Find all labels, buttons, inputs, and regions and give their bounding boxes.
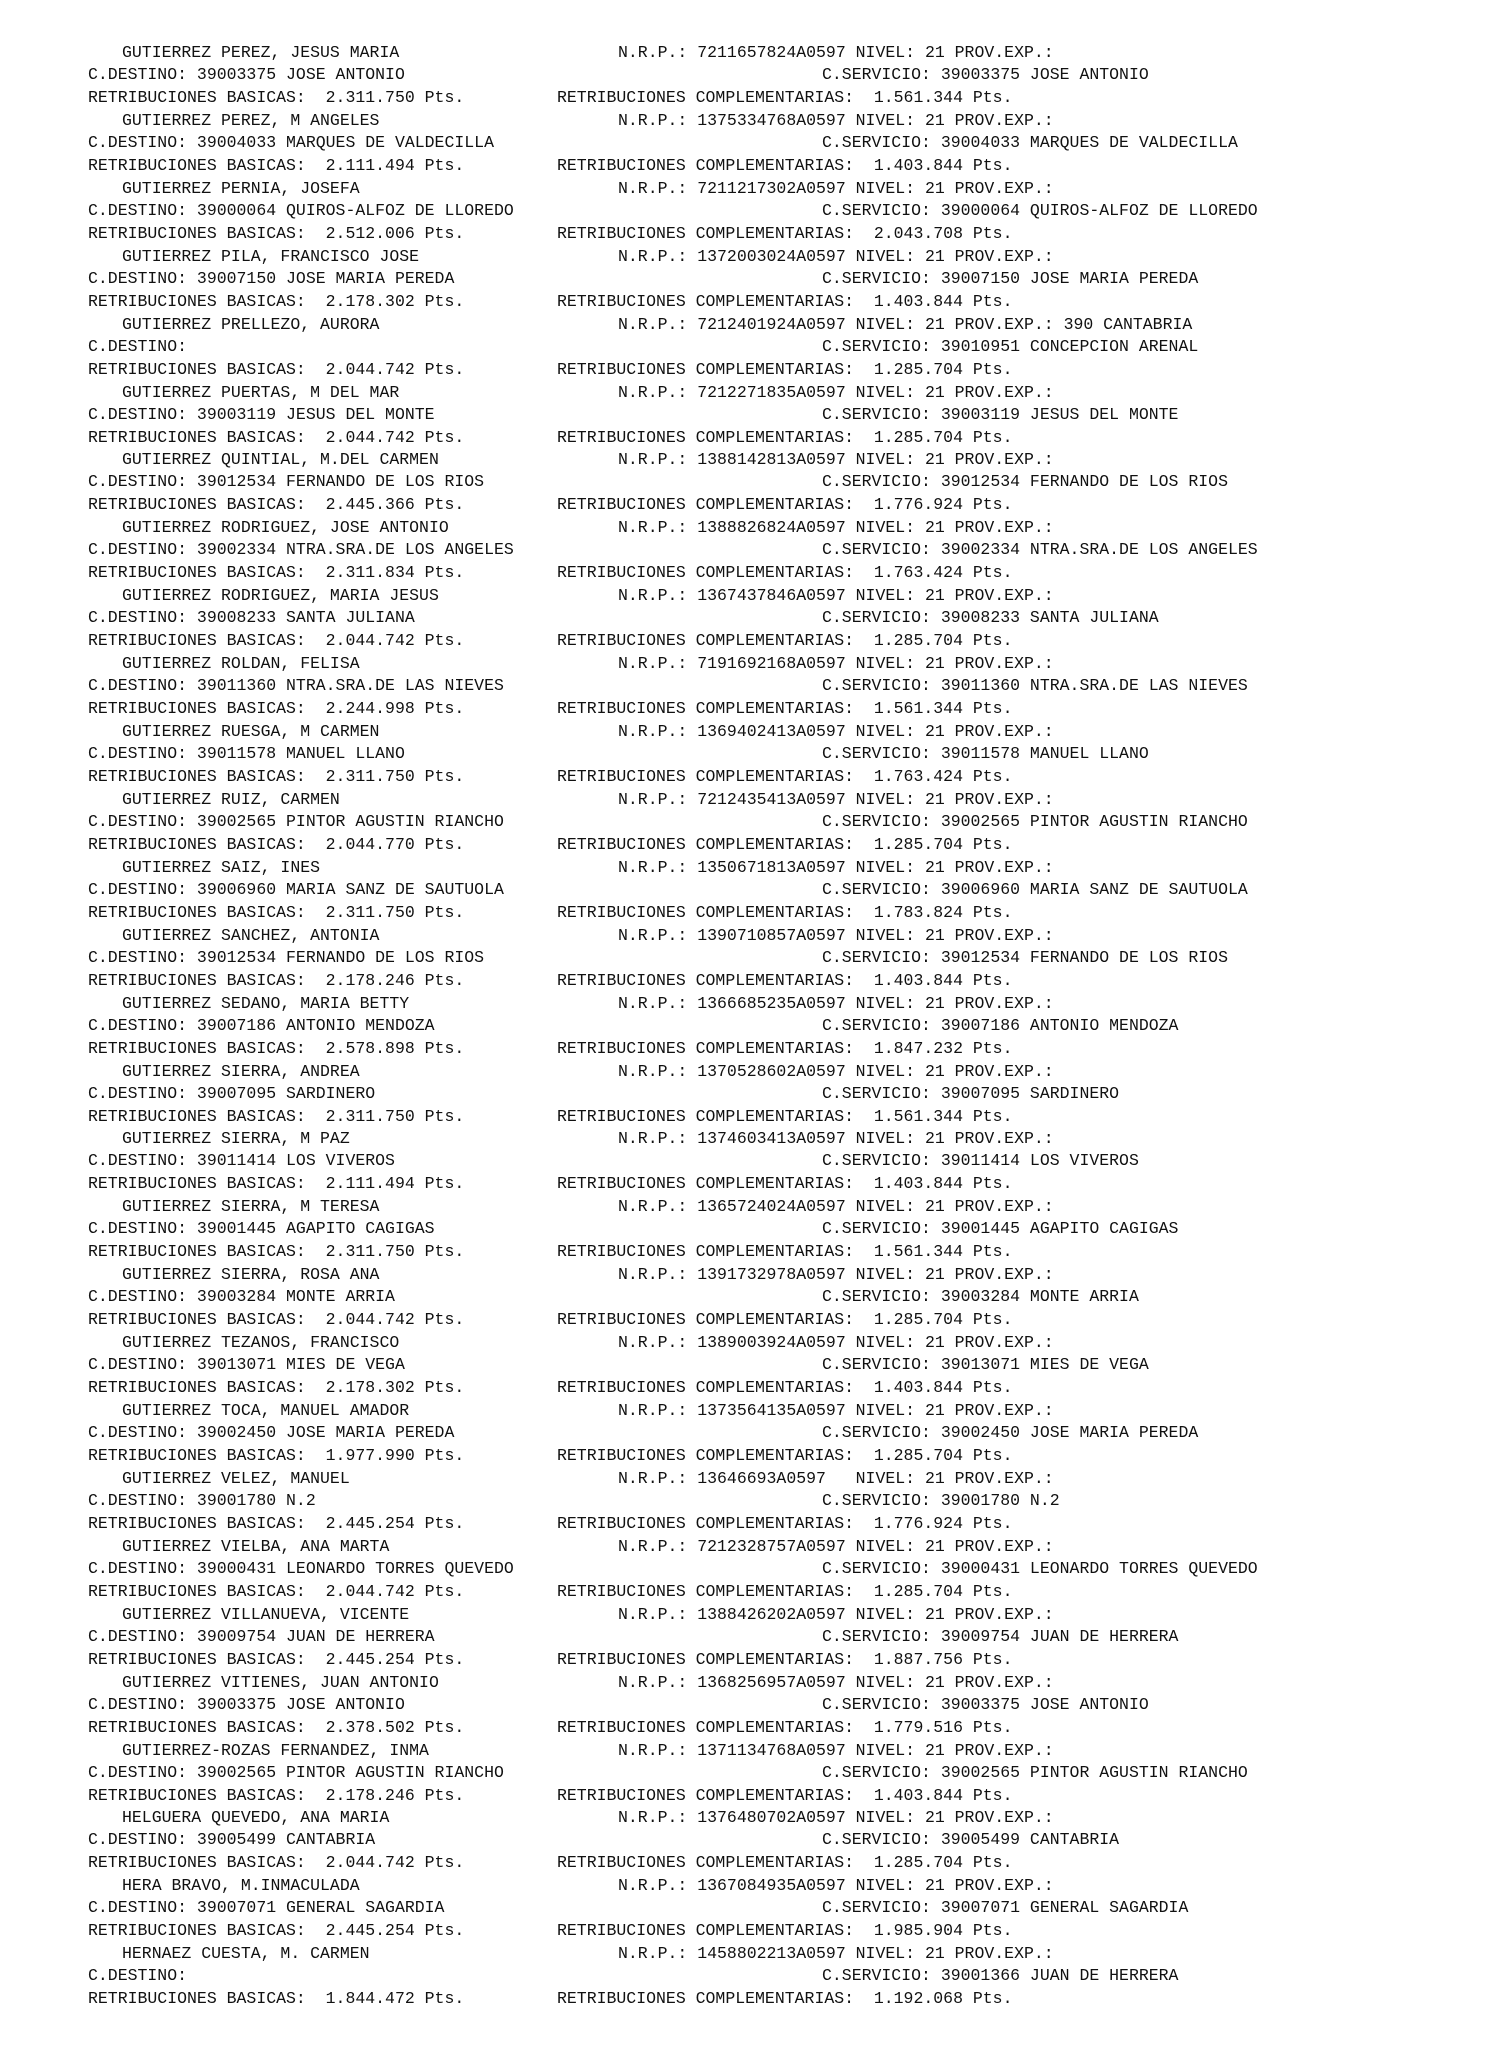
complementarias-line: RETRIBUCIONES COMPLEMENTARIAS: 1.403.844 Pts. [557,155,1013,175]
nrp-line: N.R.P.: 1458802213A0597 NIVEL: 21 PROV.EXP.: [618,1944,1054,1964]
complementarias-line: RETRIBUCIONES COMPLEMENTARIAS: 1.403.844 Pts. [557,970,1013,990]
nrp-line: N.R.P.: 1388142813A0597 NIVEL: 21 PROV.EXP.: [618,450,1054,470]
basicas-line: RETRIBUCIONES BASICAS: 2.445.254 Pts. [88,1649,465,1669]
employee-record [0,110,1504,178]
servicio-line: C.SERVICIO: 39008233 SANTA JULIANA [822,608,1159,628]
complementarias-line: RETRIBUCIONES COMPLEMENTARIAS: 1.285.704 Pts. [557,1446,1013,1465]
employee-name: GUTIERREZ RUIZ, CARMEN [122,789,340,809]
nrp-line: N.R.P.: 1371134768A0597 NIVEL: 21 PROV.EXP.: [618,1740,1054,1760]
nrp-line: N.R.P.: 1365724024A0597 NIVEL: 21 PROV.EXP.: [618,1197,1054,1217]
basicas-line: RETRIBUCIONES BASICAS: 2.244.998 Pts. [88,699,465,719]
employee-record [0,1740,1504,1808]
nrp-line: N.R.P.: 1375334768A0597 NIVEL: 21 PROV.EXP.: [618,110,1054,130]
basicas-line: RETRIBUCIONES BASICAS: 2.512.006 Pts. [88,223,465,243]
basicas-line: RETRIBUCIONES BASICAS: 2.044.742 Pts. [88,359,465,379]
destino-line: C.DESTINO: 39011578 MANUEL LLANO [88,744,405,763]
employee-name: GUTIERREZ RODRIGUEZ, JOSE ANTONIO [122,518,449,538]
employee-record [0,993,1504,1061]
basicas-line: RETRIBUCIONES BASICAS: 2.178.302 Pts. [88,291,465,311]
complementarias-line: RETRIBUCIONES COMPLEMENTARIAS: 1.403.844 Pts. [557,1785,1013,1805]
nrp-line: N.R.P.: 7212401924A0597 NIVEL: 21 PROV.EXP.: 390 CANTABRIA [618,314,1193,334]
nrp-line: N.R.P.: 1388426202A0597 NIVEL: 21 PROV.EXP.: [618,1604,1054,1624]
nrp-line: N.R.P.: 1389003924A0597 NIVEL: 21 PROV.EXP.: [618,1333,1054,1353]
employee-name: GUTIERREZ SANCHEZ, ANTONIA [122,925,380,945]
destino-line: C.DESTINO: 39012534 FERNANDO DE LOS RIOS [88,472,485,492]
nrp-line: N.R.P.: 1373564135A0597 NIVEL: 21 PROV.EXP.: [618,1401,1054,1420]
servicio-line: C.SERVICIO: 39004033 MARQUES DE VALDECILLA [822,132,1238,152]
servicio-line: C.SERVICIO: 39002565 PINTOR AGUSTIN RIANCHO [822,811,1248,831]
servicio-line: C.SERVICIO: 39003119 JESUS DEL MONTE [822,404,1179,424]
servicio-line: C.SERVICIO: 39010951 CONCEPCION ARENAL [822,336,1199,356]
nrp-line: N.R.P.: 1391732978A0597 NIVEL: 21 PROV.EXP.: [618,1265,1054,1285]
destino-line: C.DESTINO: 39013071 MIES DE VEGA [88,1355,405,1375]
complementarias-line: RETRIBUCIONES COMPLEMENTARIAS: 1.779.516 Pts. [557,1717,1013,1737]
employee-record [0,1536,1504,1604]
complementarias-line: RETRIBUCIONES COMPLEMENTARIAS: 1.285.704 Pts. [557,834,1013,854]
employee-record [0,1807,1504,1875]
employee-name: GUTIERREZ-ROZAS FERNANDEZ, INMA [122,1740,429,1760]
servicio-line: C.SERVICIO: 39007186 ANTONIO MENDOZA [822,1015,1179,1035]
employee-record [0,449,1504,517]
nrp-line: N.R.P.: 7212435413A0597 NIVEL: 21 PROV.EXP.: [618,789,1054,809]
complementarias-line: RETRIBUCIONES COMPLEMENTARIAS: 1.985.904 Pts. [557,1921,1013,1941]
employee-record [0,1468,1504,1536]
destino-line: C.DESTINO: 39003284 MONTE ARRIA [88,1287,395,1307]
servicio-line: C.SERVICIO: 39013071 MIES DE VEGA [822,1355,1149,1375]
employee-name: HELGUERA QUEVEDO, ANA MARIA [122,1808,390,1828]
basicas-line: RETRIBUCIONES BASICAS: 2.044.742 Pts. [88,1581,465,1601]
employee-name: GUTIERREZ RODRIGUEZ, MARIA JESUS [122,586,439,606]
destino-line: C.DESTINO: 39002565 PINTOR AGUSTIN RIANCHO [88,1762,504,1782]
servicio-line: C.SERVICIO: 39012534 FERNANDO DE LOS RIOS [822,947,1228,967]
nrp-line: N.R.P.: 1367084935A0597 NIVEL: 21 PROV.EXP.: [618,1876,1054,1896]
employee-name: GUTIERREZ TEZANOS, FRANCISCO [122,1333,400,1353]
nrp-line: N.R.P.: 7211217302A0597 NIVEL: 21 PROV.EXP.: [618,178,1054,198]
destino-line: C.DESTINO: [88,1966,188,1986]
employee-name: GUTIERREZ VIELBA, ANA MARTA [122,1536,390,1556]
servicio-line: C.SERVICIO: 39001445 AGAPITO CAGIGAS [822,1219,1179,1239]
servicio-line: C.SERVICIO: 39005499 CANTABRIA [822,1830,1120,1850]
servicio-line: C.SERVICIO: 39009754 JUAN DE HERRERA [822,1626,1179,1646]
employee-name: GUTIERREZ VITIENES, JUAN ANTONIO [122,1672,439,1692]
employee-record [0,1875,1504,1943]
nrp-line: N.R.P.: 1376480702A0597 NIVEL: 21 PROV.EXP.: [618,1808,1054,1828]
nrp-line: N.R.P.: 1370528602A0597 NIVEL: 21 PROV.EXP.: [618,1061,1054,1081]
nrp-line: N.R.P.: 7211657824A0597 NIVEL: 21 PROV.EXP.: [618,43,1054,62]
basicas-line: RETRIBUCIONES BASICAS: 2.044.742 Pts. [88,427,465,447]
employee-record [0,1672,1504,1740]
employee-record [0,1061,1504,1129]
employee-name: GUTIERREZ SIERRA, M PAZ [122,1129,350,1149]
employee-record [0,857,1504,925]
nrp-line: N.R.P.: 1374603413A0597 NIVEL: 21 PROV.EXP.: [618,1129,1054,1149]
basicas-line: RETRIBUCIONES BASICAS: 2.311.750 Pts. [88,767,465,786]
servicio-line: C.SERVICIO: 39012534 FERNANDO DE LOS RIOS [822,472,1228,492]
servicio-line: C.SERVICIO: 39002450 JOSE MARIA PEREDA [822,1423,1199,1442]
complementarias-line: RETRIBUCIONES COMPLEMENTARIAS: 1.887.756 Pts. [557,1649,1013,1669]
employee-record [0,382,1504,450]
destino-line: C.DESTINO: 39002334 NTRA.SRA.DE LOS ANGELES [88,540,514,560]
basicas-line: RETRIBUCIONES BASICAS: 2.445.254 Pts. [88,1921,465,1941]
complementarias-line: RETRIBUCIONES COMPLEMENTARIAS: 1.763.424 Pts. [557,767,1013,786]
employee-name: HERA BRAVO, M.INMACULADA [122,1876,360,1896]
employee-record [0,1332,1504,1400]
destino-line: C.DESTINO: 39011360 NTRA.SRA.DE LAS NIEVES [88,676,504,696]
destino-line: C.DESTINO: 39000431 LEONARDO TORRES QUEVEDO [88,1558,514,1578]
destino-line: C.DESTINO: 39001445 AGAPITO CAGIGAS [88,1219,435,1239]
employee-name: GUTIERREZ QUINTIAL, M.DEL CARMEN [122,450,439,470]
servicio-line: C.SERVICIO: 39011578 MANUEL LLANO [822,744,1149,763]
servicio-line: C.SERVICIO: 39001366 JUAN DE HERRERA [822,1966,1179,1986]
employee-record [0,721,1504,789]
basicas-line: RETRIBUCIONES BASICAS: 2.311.750 Pts. [88,1106,465,1126]
employee-name: GUTIERREZ PERNIA, JOSEFA [122,178,360,198]
basicas-line: RETRIBUCIONES BASICAS: 2.111.494 Pts. [88,1174,465,1194]
nrp-line: N.R.P.: 7212328757A0597 NIVEL: 21 PROV.EXP.: [618,1536,1054,1556]
employee-name: GUTIERREZ SAIZ, INES [122,857,321,877]
destino-line: C.DESTINO: 39003375 JOSE ANTONIO [88,1694,405,1714]
complementarias-line: RETRIBUCIONES COMPLEMENTARIAS: 1.847.232 Pts. [557,1038,1013,1058]
basicas-line: RETRIBUCIONES BASICAS: 2.178.246 Pts. [88,970,465,990]
nrp-line: N.R.P.: 1372003024A0597 NIVEL: 21 PROV.EXP.: [618,246,1054,266]
basicas-line: RETRIBUCIONES BASICAS: 2.044.742 Pts. [88,1853,465,1873]
servicio-line: C.SERVICIO: 39002334 NTRA.SRA.DE LOS ANGELES [822,540,1258,560]
employee-record [0,178,1504,246]
destino-line: C.DESTINO: 39007186 ANTONIO MENDOZA [88,1015,435,1035]
servicio-line: C.SERVICIO: 39006960 MARIA SANZ DE SAUTUOLA [822,879,1248,899]
employee-name: GUTIERREZ VILLANUEVA, VICENTE [122,1604,410,1624]
servicio-line: C.SERVICIO: 39003375 JOSE ANTONIO [822,1694,1149,1714]
basicas-line: RETRIBUCIONES BASICAS: 2.311.834 Pts. [88,563,465,583]
complementarias-line: RETRIBUCIONES COMPLEMENTARIAS: 1.403.844 Pts. [557,1378,1013,1398]
destino-line: C.DESTINO: 39001780 N.2 [88,1490,316,1510]
destino-line: C.DESTINO: 39000064 QUIROS-ALFOZ DE LLOREDO [88,200,514,220]
basicas-line: RETRIBUCIONES BASICAS: 2.578.898 Pts. [88,1038,465,1058]
destino-line: C.DESTINO: 39004033 MARQUES DE VALDECILLA [88,132,494,152]
basicas-line: RETRIBUCIONES BASICAS: 2.111.494 Pts. [88,155,465,175]
servicio-line: C.SERVICIO: 39003375 JOSE ANTONIO [822,65,1149,84]
servicio-line: C.SERVICIO: 39007150 JOSE MARIA PEREDA [822,268,1199,288]
employee-name: GUTIERREZ SIERRA, ANDREA [122,1061,360,1081]
employee-record [0,653,1504,721]
employee-name: GUTIERREZ PUERTAS, M DEL MAR [122,382,400,402]
nrp-line: N.R.P.: 13646693A0597 NIVEL: 21 PROV.EXP.: [618,1468,1054,1488]
basicas-line: RETRIBUCIONES BASICAS: 2.445.254 Pts. [88,1513,465,1533]
servicio-line: C.SERVICIO: 39002565 PINTOR AGUSTIN RIANCHO [822,1762,1248,1782]
complementarias-line: RETRIBUCIONES COMPLEMENTARIAS: 1.285.704 Pts. [557,427,1013,447]
basicas-line: RETRIBUCIONES BASICAS: 2.044.742 Pts. [88,1310,465,1330]
employee-name: GUTIERREZ SEDANO, MARIA BETTY [122,993,410,1013]
employee-name: GUTIERREZ PILA, FRANCISCO JOSE [122,246,420,266]
destino-line: C.DESTINO: 39009754 JUAN DE HERRERA [88,1626,435,1646]
servicio-line: C.SERVICIO: 39000064 QUIROS-ALFOZ DE LLOREDO [822,200,1258,220]
destino-line: C.DESTINO: 39008233 SANTA JULIANA [88,608,415,628]
employee-name: GUTIERREZ TOCA, MANUEL AMADOR [122,1401,410,1420]
nrp-line: N.R.P.: 1350671813A0597 NIVEL: 21 PROV.EXP.: [618,857,1054,877]
nrp-line: N.R.P.: 1369402413A0597 NIVEL: 21 PROV.EXP.: [618,722,1054,741]
destino-line: C.DESTINO: 39005499 CANTABRIA [88,1830,376,1850]
basicas-line: RETRIBUCIONES BASICAS: 2.044.770 Pts. [88,834,465,854]
complementarias-line: RETRIBUCIONES COMPLEMENTARIAS: 1.763.424 Pts. [557,563,1013,583]
basicas-line: RETRIBUCIONES BASICAS: 2.311.750 Pts. [88,1242,465,1262]
complementarias-line: RETRIBUCIONES COMPLEMENTARIAS: 1.285.704 Pts. [557,1581,1013,1601]
employee-record [0,42,1504,110]
complementarias-line: RETRIBUCIONES COMPLEMENTARIAS: 1.561.344 Pts. [557,699,1013,719]
nrp-line: N.R.P.: 7191692168A0597 NIVEL: 21 PROV.EXP.: [618,654,1054,674]
employee-name: GUTIERREZ SIERRA, ROSA ANA [122,1265,380,1285]
destino-line: C.DESTINO: 39006960 MARIA SANZ DE SAUTUOLA [88,879,504,899]
employee-name: GUTIERREZ ROLDAN, FELISA [122,654,360,674]
employee-name: GUTIERREZ PEREZ, JESUS MARIA [122,43,400,62]
basicas-line: RETRIBUCIONES BASICAS: 2.178.246 Pts. [88,1785,465,1805]
employee-record [0,1264,1504,1332]
servicio-line: C.SERVICIO: 39011360 NTRA.SRA.DE LAS NIEVES [822,676,1248,696]
destino-line: C.DESTINO: 39007071 GENERAL SAGARDIA [88,1898,445,1918]
employee-record [0,314,1504,382]
nrp-line: N.R.P.: 1390710857A0597 NIVEL: 21 PROV.EXP.: [618,925,1054,945]
complementarias-line: RETRIBUCIONES COMPLEMENTARIAS: 2.043.708 Pts. [557,223,1013,243]
employee-name: GUTIERREZ PEREZ, M ANGELES [122,110,380,130]
servicio-line: C.SERVICIO: 39001780 N.2 [822,1490,1060,1510]
destino-line: C.DESTINO: 39007150 JOSE MARIA PEREDA [88,268,455,288]
complementarias-line: RETRIBUCIONES COMPLEMENTARIAS: 1.285.704 Pts. [557,631,1013,651]
servicio-line: C.SERVICIO: 39007095 SARDINERO [822,1083,1120,1103]
complementarias-line: RETRIBUCIONES COMPLEMENTARIAS: 1.783.824 Pts. [557,902,1013,922]
employee-record [0,1196,1504,1264]
employee-name: GUTIERREZ PRELLEZO, AURORA [122,314,380,334]
complementarias-line: RETRIBUCIONES COMPLEMENTARIAS: 1.285.704 Pts. [557,1310,1013,1330]
complementarias-line: RETRIBUCIONES COMPLEMENTARIAS: 1.561.344 Pts. [557,1106,1013,1126]
employee-name: HERNAEZ CUESTA, M. CARMEN [122,1944,370,1964]
destino-line: C.DESTINO: 39002450 JOSE MARIA PEREDA [88,1423,455,1442]
basicas-line: RETRIBUCIONES BASICAS: 2.044.742 Pts. [88,631,465,651]
destino-line: C.DESTINO: [88,336,188,356]
basicas-line: RETRIBUCIONES BASICAS: 2.445.366 Pts. [88,495,465,515]
complementarias-line: RETRIBUCIONES COMPLEMENTARIAS: 1.561.344 Pts. [557,88,1013,107]
employee-record [0,246,1504,314]
destino-line: C.DESTINO: 39003119 JESUS DEL MONTE [88,404,435,424]
basicas-line: RETRIBUCIONES BASICAS: 2.311.750 Pts. [88,88,465,107]
employee-record [0,1128,1504,1196]
basicas-line: RETRIBUCIONES BASICAS: 2.311.750 Pts. [88,902,465,922]
nrp-line: N.R.P.: 1367437846A0597 NIVEL: 21 PROV.EXP.: [618,586,1054,606]
destino-line: C.DESTINO: 39002565 PINTOR AGUSTIN RIANCHO [88,811,504,831]
basicas-line: RETRIBUCIONES BASICAS: 1.844.472 Pts. [88,1989,465,2009]
nrp-line: N.R.P.: 1388826824A0597 NIVEL: 21 PROV.EXP.: [618,518,1054,538]
nrp-line: N.R.P.: 7212271835A0597 NIVEL: 21 PROV.EXP.: [618,382,1054,402]
employee-name: GUTIERREZ SIERRA, M TERESA [122,1197,380,1217]
servicio-line: C.SERVICIO: 39003284 MONTE ARRIA [822,1287,1139,1307]
employee-record [0,1604,1504,1672]
basicas-line: RETRIBUCIONES BASICAS: 2.178.302 Pts. [88,1378,465,1398]
employee-record [0,517,1504,585]
basicas-line: RETRIBUCIONES BASICAS: 1.977.990 Pts. [88,1446,465,1465]
servicio-line: C.SERVICIO: 39011414 LOS VIVEROS [822,1151,1139,1171]
servicio-line: C.SERVICIO: 39000431 LEONARDO TORRES QUEVEDO [822,1558,1258,1578]
employee-record [0,789,1504,857]
complementarias-line: RETRIBUCIONES COMPLEMENTARIAS: 1.403.844 Pts. [557,291,1013,311]
complementarias-line: RETRIBUCIONES COMPLEMENTARIAS: 1.192.068 Pts. [557,1989,1013,2009]
basicas-line: RETRIBUCIONES BASICAS: 2.378.502 Pts. [88,1717,465,1737]
employee-name: GUTIERREZ VELEZ, MANUEL [122,1468,350,1488]
employee-record [0,925,1504,993]
servicio-line: C.SERVICIO: 39007071 GENERAL SAGARDIA [822,1898,1189,1918]
employee-name: GUTIERREZ RUESGA, M CARMEN [122,722,380,741]
complementarias-line: RETRIBUCIONES COMPLEMENTARIAS: 1.776.924 Pts. [557,1513,1013,1533]
employee-record [0,1400,1504,1468]
destino-line: C.DESTINO: 39007095 SARDINERO [88,1083,376,1103]
complementarias-line: RETRIBUCIONES COMPLEMENTARIAS: 1.403.844 Pts. [557,1174,1013,1194]
employee-record [0,585,1504,653]
destino-line: C.DESTINO: 39011414 LOS VIVEROS [88,1151,395,1171]
nrp-line: N.R.P.: 1366685235A0597 NIVEL: 21 PROV.EXP.: [618,993,1054,1013]
employee-record [0,1943,1504,2011]
complementarias-line: RETRIBUCIONES COMPLEMENTARIAS: 1.285.704 Pts. [557,1853,1013,1873]
complementarias-line: RETRIBUCIONES COMPLEMENTARIAS: 1.776.924 Pts. [557,495,1013,515]
nrp-line: N.R.P.: 1368256957A0597 NIVEL: 21 PROV.EXP.: [618,1672,1054,1692]
complementarias-line: RETRIBUCIONES COMPLEMENTARIAS: 1.285.704 Pts. [557,359,1013,379]
destino-line: C.DESTINO: 39003375 JOSE ANTONIO [88,65,405,84]
destino-line: C.DESTINO: 39012534 FERNANDO DE LOS RIOS [88,947,485,967]
complementarias-line: RETRIBUCIONES COMPLEMENTARIAS: 1.561.344 Pts. [557,1242,1013,1262]
